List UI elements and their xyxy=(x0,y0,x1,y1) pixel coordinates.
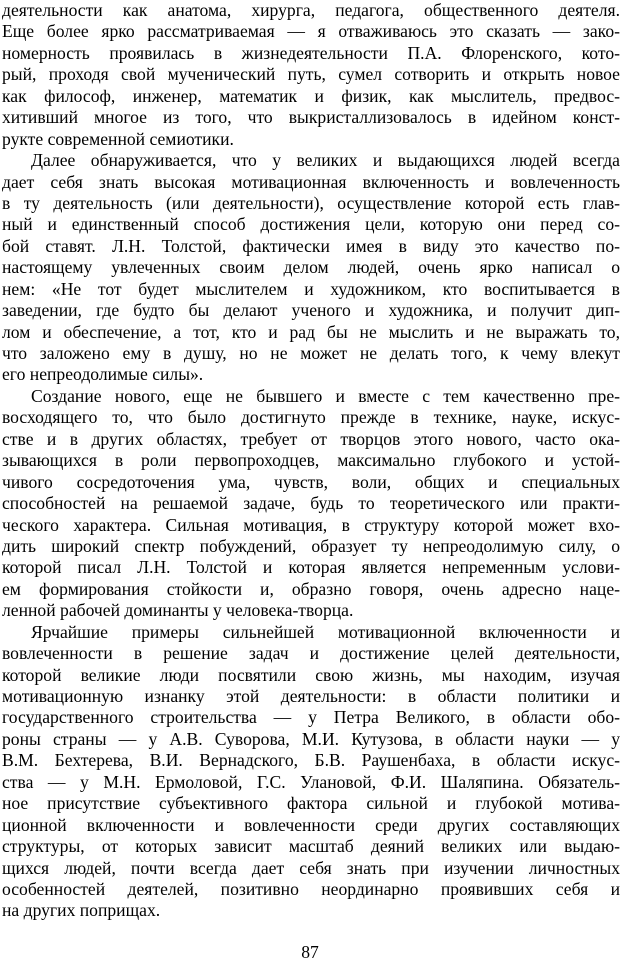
text-line: ства — у М.Н. Ермоловой, Г.С. Улановой, Ф.И. Шаляпина. Обязатель- xyxy=(2,771,620,792)
text-line: Ярчайшие примеры сильнейшей мотивационной включенности и xyxy=(31,621,620,642)
text-line: ное присутствие субъективного фактора сильной и глубокой мотива- xyxy=(2,793,620,814)
text-line: чивого сосредоточения ума, чувств, воли, общих и специальных xyxy=(2,471,620,492)
text-line: ческого характера. Сильная мотивация, в структуру которой может вхо- xyxy=(2,514,620,535)
text-line: которой великие люди посвятили свою жизнь, мы находим, изучая xyxy=(2,664,620,685)
text-line: Создание нового, еще не бывшего и вместе с тем качественно пре- xyxy=(31,385,620,406)
text-line: нем: «Не тот будет мыслителем и художником, кто воспитывается в xyxy=(2,278,620,299)
text-line: заведении, где будто бы делают ученого и художника, и получит дип- xyxy=(2,300,620,321)
paragraph xyxy=(2,386,620,622)
text-line: восходящего то, что было достигнуто прежде в технике, науке, искус- xyxy=(2,407,620,428)
text-line: в ту деятельность (или деятельности), осуществление которой есть глав- xyxy=(2,192,620,213)
page-number: 87 xyxy=(301,942,319,962)
paragraph xyxy=(2,622,620,922)
text-line: ный и единственный способ достижения цели, которую они перед со- xyxy=(2,214,620,235)
text-line: щихся людей, почти всегда дает себя знать при изучении личностных xyxy=(2,857,620,878)
text-line: лом и обеспечение, а тот, кто и рад бы не мыслить и не выражать то, xyxy=(2,321,620,342)
text-line: Далее обнаруживается, что у великих и выдающихся людей всегда xyxy=(31,150,620,171)
text-line: которой писал Л.Н. Толстой и которая является непременным услови- xyxy=(2,557,620,578)
text-line: настоящему увлеченных своим делом людей, очень ярко написал о xyxy=(2,257,620,278)
text-line: вовлеченности в решение задач и достижение целей деятельности, xyxy=(2,643,620,664)
text-line: дить широкий спектр побуждений, образует ту непреодолимую силу, о xyxy=(2,535,620,556)
text-line: дает себя знать высокая мотивационная включенность и вовлеченность xyxy=(2,171,620,192)
text-line: ленной рабочей доминанты у человека-творца. xyxy=(2,600,354,621)
text-line: государственного строительства — у Петра Великого, в области обо- xyxy=(2,707,620,728)
text-line: Еще более ярко рассматриваемая — я отваживаюсь это сказать — зако- xyxy=(2,21,620,42)
text-line: как философ, инженер, математик и физик, как мыслитель, предвос- xyxy=(2,85,620,106)
text-line: что заложено ему в душу, но не может не делать того, к чему влекут xyxy=(2,343,620,363)
text-line: зывающихся в роли первопроходцев, максимально глубокого и устой- xyxy=(2,450,620,471)
text-line: особенностей деятелей, позитивно неординарно проявивших себя и xyxy=(2,878,620,899)
paragraph xyxy=(2,150,620,386)
text-line: на других поприщах. xyxy=(2,900,161,921)
text-line: стве и в других областях, требует от творцов этого нового, часто ока- xyxy=(2,428,620,449)
text-line: структуры, от которых зависит масштаб деяний великих или выдаю- xyxy=(2,836,620,857)
text-line: В.М. Бехтерева, В.И. Вернадского, Б.В. Раушенбаха, в области искус- xyxy=(2,750,620,771)
text-line: хитивший многое из того, что выкристаллизовалось в идейном конст- xyxy=(2,107,620,128)
text-line: номерность проявилась в жизнедеятельности П.А. Флоренского, кото- xyxy=(2,42,620,63)
text-line: ем формирования стойкости и, образно говоря, очень адресно наце- xyxy=(2,578,620,599)
text-line: роны страны — у А.В. Суворова, М.И. Кутузова, в области науки — у xyxy=(2,728,620,749)
text-line: деятельности как анатома, хирурга, педагога, общественного деятеля. xyxy=(2,0,620,20)
text-line: его непреодолимые силы». xyxy=(2,364,204,385)
text-line: бой ставят. Л.Н. Толстой, фактически имея в виду это качество по- xyxy=(2,235,620,256)
text-line: способностей на решаемой задаче, будь то теоретического или практи- xyxy=(2,493,620,514)
text-line: рый, проходя свой мученический путь, сумел сотворить и открыть новое xyxy=(2,64,620,85)
paragraph xyxy=(2,0,620,150)
text-line: мотивационную изнанку этой деятельности: в области политики и xyxy=(2,686,620,706)
text-line: рукте современной семиотики. xyxy=(2,128,234,149)
body-text xyxy=(2,0,620,922)
text-line: ционной включенности и вовлеченности среди других составляющих xyxy=(2,814,620,835)
